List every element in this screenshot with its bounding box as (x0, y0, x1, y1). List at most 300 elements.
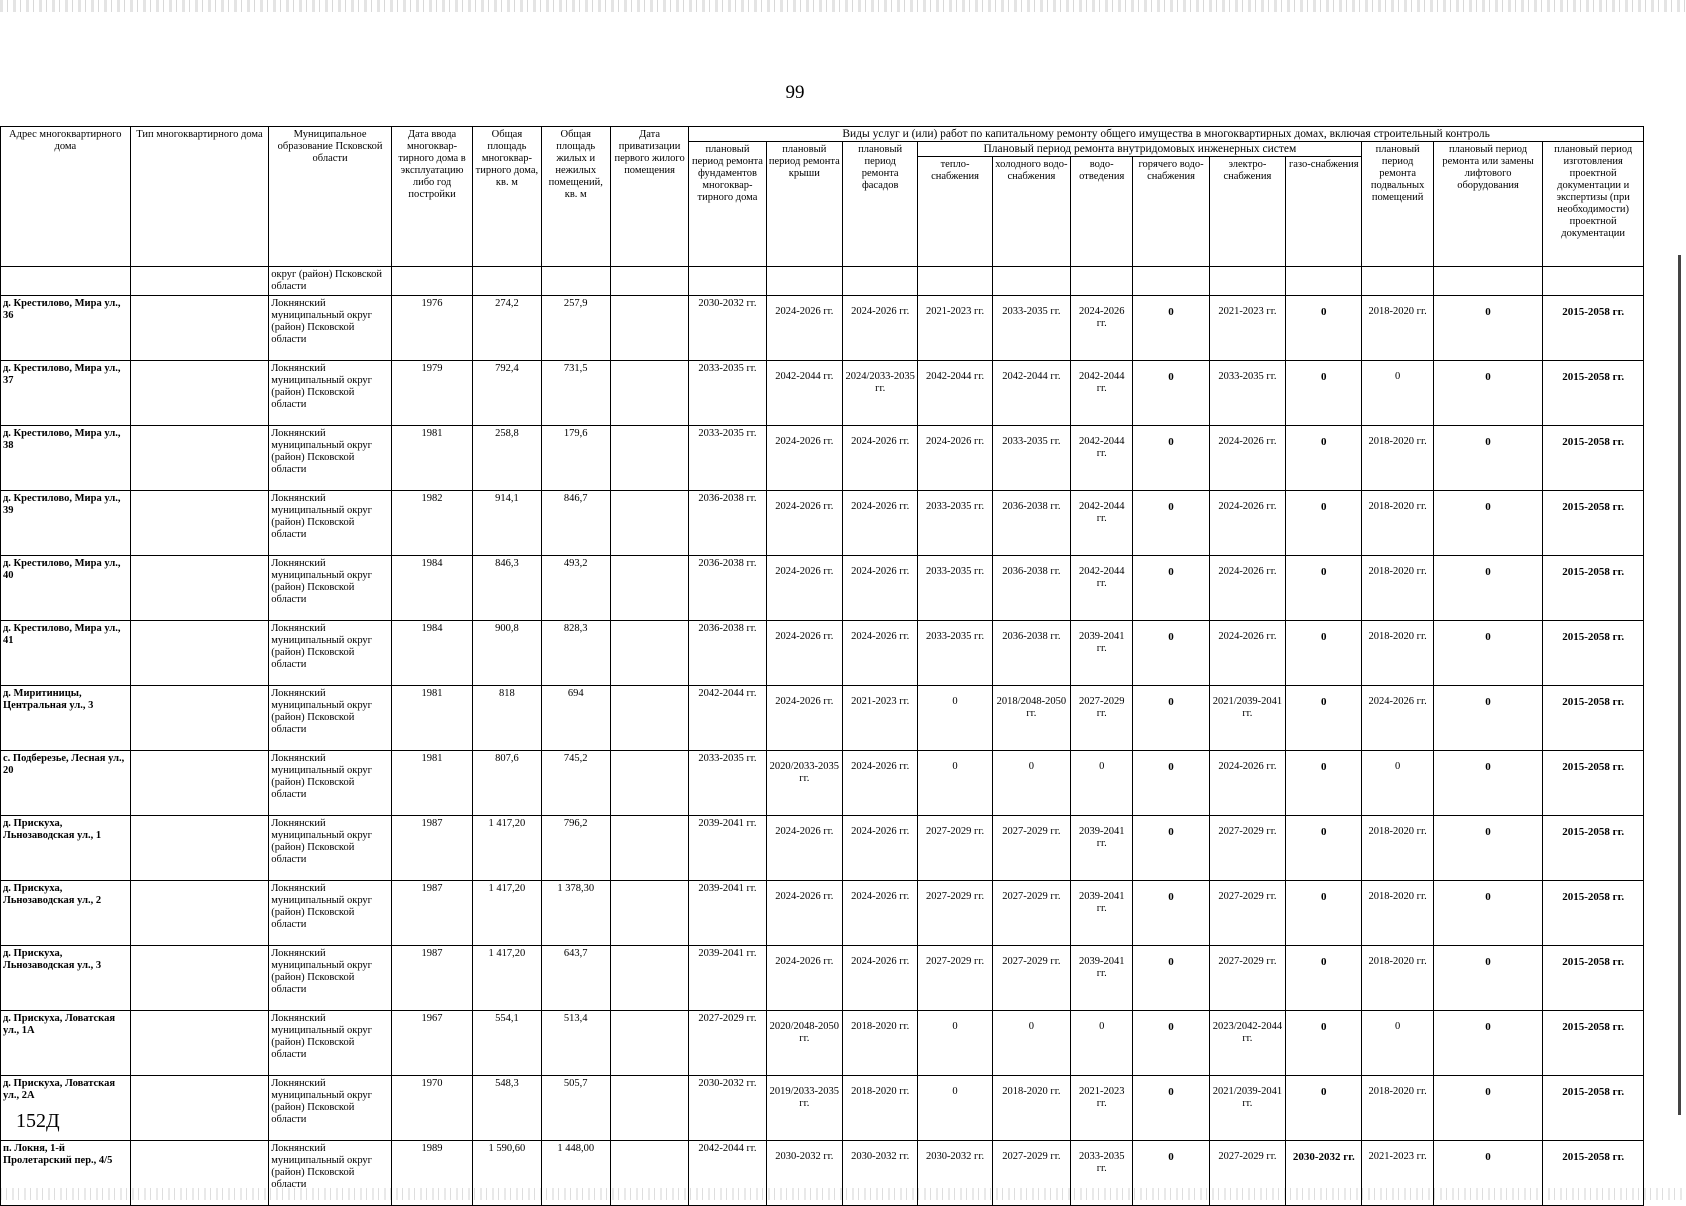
cell-roof: 2024-2026 гг. (766, 686, 842, 751)
cell-roof: 2042-2044 гг. (766, 361, 842, 426)
cell-facade: 2024-2026 гг. (843, 946, 918, 1011)
cell-roof: 2019/2033-2035 гг. (766, 1076, 842, 1141)
carryover-municipality: округ (район) Псковской области (269, 267, 392, 296)
cell-type (130, 1076, 269, 1141)
cell-electricity: 2023/2042-2044 гг. (1209, 1011, 1285, 1076)
cell-address: п. Локня, 1-й Пролетарский пер., 4/5 (1, 1141, 131, 1206)
cell-foundation: 2042-2044 гг. (689, 686, 766, 751)
cell-cold-water: 2027-2029 гг. (992, 1141, 1070, 1206)
cell-type (130, 426, 269, 491)
cell-electricity: 2024-2026 гг. (1209, 556, 1285, 621)
cell-basement: 2018-2020 гг. (1362, 556, 1433, 621)
cell-basement: 2018-2020 гг. (1362, 426, 1433, 491)
header-total-area: Общая площадь многоквар-тирного дома, кв. м (473, 127, 541, 267)
cell-total-area: 1 590,60 (473, 1141, 541, 1206)
cell-type (130, 491, 269, 556)
header-electricity: электро-снабжения (1209, 157, 1285, 267)
cell-total-area: 1 417,20 (473, 816, 541, 881)
table-row (1, 296, 1644, 361)
cell-basement: 2018-2020 гг. (1362, 946, 1433, 1011)
cell-year: 1987 (391, 946, 472, 1011)
table-row (1, 751, 1644, 816)
cell-design-docs: 2015-2058 гг. (1543, 816, 1644, 881)
cell-heating: 2033-2035 гг. (918, 491, 992, 556)
cell-year: 1967 (391, 1011, 472, 1076)
cell-privatization (610, 491, 688, 556)
cell-basement: 0 (1362, 751, 1433, 816)
header-basement: плановый период ремонта подвальных помещений (1362, 142, 1433, 267)
cell-basement: 2018-2020 гг. (1362, 296, 1433, 361)
cell-total-area: 1 417,20 (473, 946, 541, 1011)
cell-residential-area: 643,7 (541, 946, 610, 1011)
cell-heating: 2027-2029 гг. (918, 946, 992, 1011)
cell-year: 1987 (391, 816, 472, 881)
cell-sewerage: 2042-2044 гг. (1071, 556, 1133, 621)
cell-gas: 0 (1286, 686, 1362, 751)
cell-cold-water: 2027-2029 гг. (992, 881, 1070, 946)
cell-municipality: Локнянский муниципальный округ (район) Псковской области (269, 426, 392, 491)
cell-hot-water: 0 (1133, 751, 1209, 816)
cell-heating: 2027-2029 гг. (918, 881, 992, 946)
cell-privatization (610, 361, 688, 426)
cell-facade: 2024-2026 гг. (843, 296, 918, 361)
cell-electricity: 2027-2029 гг. (1209, 946, 1285, 1011)
cell-foundation: 2039-2041 гг. (689, 946, 766, 1011)
document-code: 152Д (16, 1110, 60, 1132)
cell-heating: 0 (918, 751, 992, 816)
cell-elevator: 0 (1433, 1011, 1543, 1076)
cell-year: 1970 (391, 1076, 472, 1141)
cell-gas: 0 (1286, 361, 1362, 426)
cell-design-docs: 2015-2058 гг. (1543, 556, 1644, 621)
cell-address: с. Подберезье, Лесная ул., 20 (1, 751, 131, 816)
cell-elevator: 0 (1433, 556, 1543, 621)
cell-cold-water: 2036-2038 гг. (992, 556, 1070, 621)
cell-gas: 0 (1286, 1011, 1362, 1076)
cell-cold-water: 2018/2048-2050 гг. (992, 686, 1070, 751)
cell-basement: 0 (1362, 1011, 1433, 1076)
cell-gas: 2030-2032 гг. (1286, 1141, 1362, 1206)
cell-sewerage: 2039-2041 гг. (1071, 881, 1133, 946)
cell-hot-water: 0 (1133, 1141, 1209, 1206)
table-row (1, 621, 1644, 686)
cell-hot-water: 0 (1133, 296, 1209, 361)
cell-design-docs: 2015-2058 гг. (1543, 621, 1644, 686)
cell-municipality: Локнянский муниципальный округ (район) Псковской области (269, 1076, 392, 1141)
cell-address: д. Крестилово, Мира ул., 37 (1, 361, 131, 426)
cell-hot-water: 0 (1133, 1011, 1209, 1076)
cell-gas: 0 (1286, 296, 1362, 361)
cell-type (130, 1141, 269, 1206)
cell-foundation: 2027-2029 гг. (689, 1011, 766, 1076)
cell-gas: 0 (1286, 946, 1362, 1011)
cell-gas: 0 (1286, 621, 1362, 686)
cell-design-docs: 2015-2058 гг. (1543, 296, 1644, 361)
cell-type (130, 686, 269, 751)
page-edge-line (1678, 255, 1681, 1115)
cell-address: д. Миритиницы, Центральная ул., 3 (1, 686, 131, 751)
cell-total-area: 274,2 (473, 296, 541, 361)
cell-electricity: 2021-2023 гг. (1209, 296, 1285, 361)
cell-hot-water: 0 (1133, 621, 1209, 686)
cell-design-docs: 2015-2058 гг. (1543, 751, 1644, 816)
cell-municipality: Локнянский муниципальный округ (район) Псковской области (269, 751, 392, 816)
cell-heating: 2042-2044 гг. (918, 361, 992, 426)
cell-roof: 2024-2026 гг. (766, 816, 842, 881)
cell-total-area: 548,3 (473, 1076, 541, 1141)
cell-foundation: 2033-2035 гг. (689, 361, 766, 426)
cell-basement: 2018-2020 гг. (1362, 621, 1433, 686)
cell-cold-water: 2036-2038 гг. (992, 491, 1070, 556)
cell-electricity: 2027-2029 гг. (1209, 881, 1285, 946)
cell-electricity: 2021/2039-2041 гг. (1209, 686, 1285, 751)
cell-facade: 2024-2026 гг. (843, 751, 918, 816)
header-commission-date: Дата ввода многоквар-тирного дома в эксплуатацию либо год постройки (391, 127, 472, 267)
cell-gas: 0 (1286, 1076, 1362, 1141)
cell-elevator: 0 (1433, 1141, 1543, 1206)
cell-heating: 0 (918, 1011, 992, 1076)
cell-cold-water: 2033-2035 гг. (992, 296, 1070, 361)
cell-heating: 0 (918, 1076, 992, 1141)
cell-year: 1981 (391, 751, 472, 816)
cell-facade: 2024-2026 гг. (843, 816, 918, 881)
cell-residential-area: 513,4 (541, 1011, 610, 1076)
cell-heating: 2030-2032 гг. (918, 1141, 992, 1206)
cell-cold-water: 2027-2029 гг. (992, 816, 1070, 881)
cell-year: 1987 (391, 881, 472, 946)
carryover-row (1, 267, 1644, 296)
cell-facade: 2024-2026 гг. (843, 881, 918, 946)
cell-roof: 2024-2026 гг. (766, 491, 842, 556)
cell-facade: 2024/2033-2035 гг. (843, 361, 918, 426)
cell-municipality: Локнянский муниципальный округ (район) Псковской области (269, 621, 392, 686)
cell-privatization (610, 1076, 688, 1141)
header-heating: тепло-снабжения (918, 157, 992, 267)
header-residential-area: Общая площадь жилых и нежилых помещений, кв. м (541, 127, 610, 267)
cell-foundation: 2042-2044 гг. (689, 1141, 766, 1206)
cell-facade: 2030-2032 гг. (843, 1141, 918, 1206)
cell-residential-area: 846,7 (541, 491, 610, 556)
cell-basement: 2024-2026 гг. (1362, 686, 1433, 751)
cell-cold-water: 0 (992, 751, 1070, 816)
cell-type (130, 816, 269, 881)
cell-address: д. Прискуха, Льнозаводская ул., 2 (1, 881, 131, 946)
cell-cold-water: 2018-2020 гг. (992, 1076, 1070, 1141)
cell-address: д. Прискуха, Льнозаводская ул., 1 (1, 816, 131, 881)
header-privatization-date: Дата приватизации первого жилого помещения (610, 127, 688, 267)
cell-hot-water: 0 (1133, 491, 1209, 556)
cell-gas: 0 (1286, 816, 1362, 881)
cell-design-docs: 2015-2058 гг. (1543, 491, 1644, 556)
table-row (1, 946, 1644, 1011)
cell-sewerage: 2042-2044 гг. (1071, 361, 1133, 426)
cell-sewerage: 2021-2023 гг. (1071, 1076, 1133, 1141)
cell-municipality: Локнянский муниципальный округ (район) Псковской области (269, 881, 392, 946)
cell-year: 1981 (391, 686, 472, 751)
cell-sewerage: 0 (1071, 1011, 1133, 1076)
header-municipality: Муниципальное образование Псковской области (269, 127, 392, 267)
table-row (1, 426, 1644, 491)
cell-privatization (610, 816, 688, 881)
cell-residential-area: 828,3 (541, 621, 610, 686)
cell-basement: 2021-2023 гг. (1362, 1141, 1433, 1206)
cell-facade: 2024-2026 гг. (843, 426, 918, 491)
cell-type (130, 621, 269, 686)
cell-foundation: 2033-2035 гг. (689, 751, 766, 816)
header-hot-water: горячего водо-снабжения (1133, 157, 1209, 267)
cell-design-docs: 2015-2058 гг. (1543, 881, 1644, 946)
cell-elevator: 0 (1433, 946, 1543, 1011)
cell-facade: 2024-2026 гг. (843, 556, 918, 621)
cell-design-docs: 2015-2058 гг. (1543, 946, 1644, 1011)
cell-heating: 2021-2023 гг. (918, 296, 992, 361)
cell-type (130, 556, 269, 621)
cell-roof: 2030-2032 гг. (766, 1141, 842, 1206)
cell-roof: 2024-2026 гг. (766, 556, 842, 621)
page-number: 99 (785, 82, 805, 103)
capital-repair-table (0, 126, 1644, 1206)
cell-heating: 2027-2029 гг. (918, 816, 992, 881)
scan-noise-top (0, 0, 1686, 12)
cell-gas: 0 (1286, 426, 1362, 491)
cell-roof: 2020/2033-2035 гг. (766, 751, 842, 816)
header-type: Тип многоквартирного дома (130, 127, 269, 267)
header-design-docs: плановый период изготовления проектной документации и экспертизы (при необходимости) проектной документации (1543, 142, 1644, 267)
cell-heating: 2033-2035 гг. (918, 621, 992, 686)
cell-elevator: 0 (1433, 751, 1543, 816)
cell-sewerage: 2033-2035 гг. (1071, 1141, 1133, 1206)
cell-facade: 2018-2020 гг. (843, 1076, 918, 1141)
header-works-group: Виды услуг и (или) работ по капитальному ремонту общего имущества в многоквартирных домах, включая строительный контроль (689, 127, 1644, 142)
cell-cold-water: 2042-2044 гг. (992, 361, 1070, 426)
cell-gas: 0 (1286, 491, 1362, 556)
cell-design-docs: 2015-2058 гг. (1543, 1141, 1644, 1206)
cell-address: д. Крестилово, Мира ул., 39 (1, 491, 131, 556)
cell-privatization (610, 1011, 688, 1076)
cell-heating: 0 (918, 686, 992, 751)
cell-cold-water: 2036-2038 гг. (992, 621, 1070, 686)
cell-electricity: 2024-2026 гг. (1209, 751, 1285, 816)
cell-foundation: 2030-2032 гг. (689, 296, 766, 361)
cell-residential-area: 731,5 (541, 361, 610, 426)
cell-foundation: 2036-2038 гг. (689, 491, 766, 556)
cell-sewerage: 2027-2029 гг. (1071, 686, 1133, 751)
cell-electricity: 2027-2029 гг. (1209, 1141, 1285, 1206)
cell-sewerage: 2039-2041 гг. (1071, 816, 1133, 881)
cell-privatization (610, 1141, 688, 1206)
cell-type (130, 751, 269, 816)
cell-foundation: 2036-2038 гг. (689, 556, 766, 621)
cell-elevator: 0 (1433, 881, 1543, 946)
cell-total-area: 807,6 (473, 751, 541, 816)
cell-electricity: 2024-2026 гг. (1209, 491, 1285, 556)
cell-design-docs: 2015-2058 гг. (1543, 1076, 1644, 1141)
cell-sewerage: 2039-2041 гг. (1071, 621, 1133, 686)
cell-hot-water: 0 (1133, 946, 1209, 1011)
cell-gas: 0 (1286, 751, 1362, 816)
cell-roof: 2024-2026 гг. (766, 881, 842, 946)
cell-address: д. Крестилово, Мира ул., 38 (1, 426, 131, 491)
cell-electricity: 2021/2039-2041 гг. (1209, 1076, 1285, 1141)
cell-sewerage: 0 (1071, 751, 1133, 816)
cell-municipality: Локнянский муниципальный округ (район) Псковской области (269, 1011, 392, 1076)
header-sewerage: водо-отведения (1071, 157, 1133, 267)
cell-roof: 2024-2026 гг. (766, 426, 842, 491)
table-row (1, 881, 1644, 946)
cell-address: д. Прискуха, Ловатская ул., 1А (1, 1011, 131, 1076)
cell-privatization (610, 946, 688, 1011)
table-row (1, 1141, 1644, 1206)
cell-heating: 2033-2035 гг. (918, 556, 992, 621)
cell-total-area: 1 417,20 (473, 881, 541, 946)
cell-foundation: 2036-2038 гг. (689, 621, 766, 686)
cell-residential-area: 796,2 (541, 816, 610, 881)
cell-design-docs: 2015-2058 гг. (1543, 361, 1644, 426)
cell-roof: 2020/2048-2050 гг. (766, 1011, 842, 1076)
cell-total-area: 914,1 (473, 491, 541, 556)
cell-basement: 0 (1362, 361, 1433, 426)
table-row (1, 491, 1644, 556)
cell-total-area: 846,3 (473, 556, 541, 621)
cell-hot-water: 0 (1133, 426, 1209, 491)
header-facade: плановый период ремонта фасадов (843, 142, 918, 267)
header-cold-water: холодного водо-снабжения (992, 157, 1070, 267)
cell-total-area: 554,1 (473, 1011, 541, 1076)
cell-year: 1989 (391, 1141, 472, 1206)
cell-roof: 2024-2026 гг. (766, 621, 842, 686)
cell-basement: 2018-2020 гг. (1362, 491, 1433, 556)
cell-hot-water: 0 (1133, 816, 1209, 881)
header-foundation: плановый период ремонта фундаментов многоквар-тирного дома (689, 142, 766, 267)
table-row (1, 556, 1644, 621)
cell-municipality: Локнянский муниципальный округ (район) Псковской области (269, 361, 392, 426)
cell-residential-area: 257,9 (541, 296, 610, 361)
cell-privatization (610, 686, 688, 751)
cell-total-area: 792,4 (473, 361, 541, 426)
cell-type (130, 881, 269, 946)
cell-heating: 2024-2026 гг. (918, 426, 992, 491)
cell-residential-area: 1 448,00 (541, 1141, 610, 1206)
cell-total-area: 900,8 (473, 621, 541, 686)
cell-total-area: 258,8 (473, 426, 541, 491)
cell-facade: 2021-2023 гг. (843, 686, 918, 751)
cell-type (130, 296, 269, 361)
cell-type (130, 361, 269, 426)
header-elevator: плановый период ремонта или замены лифтового оборудования (1433, 142, 1543, 267)
cell-municipality: Локнянский муниципальный округ (район) Псковской области (269, 296, 392, 361)
table-row (1, 816, 1644, 881)
cell-elevator: 0 (1433, 686, 1543, 751)
cell-municipality: Локнянский муниципальный округ (район) Псковской области (269, 1141, 392, 1206)
cell-residential-area: 1 378,30 (541, 881, 610, 946)
cell-foundation: 2033-2035 гг. (689, 426, 766, 491)
cell-elevator: 0 (1433, 491, 1543, 556)
cell-privatization (610, 426, 688, 491)
cell-municipality: Локнянский муниципальный округ (район) Псковской области (269, 686, 392, 751)
header-roof: плановый период ремонта крыши (766, 142, 842, 267)
cell-facade: 2018-2020 гг. (843, 1011, 918, 1076)
cell-sewerage: 2039-2041 гг. (1071, 946, 1133, 1011)
cell-privatization (610, 621, 688, 686)
cell-gas: 0 (1286, 556, 1362, 621)
cell-privatization (610, 881, 688, 946)
cell-elevator: 0 (1433, 816, 1543, 881)
cell-municipality: Локнянский муниципальный округ (район) Псковской области (269, 816, 392, 881)
header-address: Адрес многоквартирного дома (1, 127, 131, 267)
cell-roof: 2024-2026 гг. (766, 296, 842, 361)
cell-elevator: 0 (1433, 621, 1543, 686)
cell-facade: 2024-2026 гг. (843, 491, 918, 556)
cell-design-docs: 2015-2058 гг. (1543, 686, 1644, 751)
cell-address: д. Прискуха, Льнозаводская ул., 3 (1, 946, 131, 1011)
cell-electricity: 2033-2035 гг. (1209, 361, 1285, 426)
cell-sewerage: 2024-2026 гг. (1071, 296, 1133, 361)
cell-hot-water: 0 (1133, 1076, 1209, 1141)
cell-type (130, 1011, 269, 1076)
cell-year: 1984 (391, 556, 472, 621)
cell-cold-water: 2027-2029 гг. (992, 946, 1070, 1011)
cell-address: д. Крестилово, Мира ул., 40 (1, 556, 131, 621)
cell-residential-area: 179,6 (541, 426, 610, 491)
cell-basement: 2018-2020 гг. (1362, 816, 1433, 881)
cell-cold-water: 2033-2035 гг. (992, 426, 1070, 491)
cell-facade: 2024-2026 гг. (843, 621, 918, 686)
cell-design-docs: 2015-2058 гг. (1543, 426, 1644, 491)
cell-year: 1981 (391, 426, 472, 491)
cell-electricity: 2024-2026 гг. (1209, 621, 1285, 686)
cell-year: 1982 (391, 491, 472, 556)
cell-year: 1976 (391, 296, 472, 361)
cell-design-docs: 2015-2058 гг. (1543, 1011, 1644, 1076)
cell-privatization (610, 296, 688, 361)
cell-basement: 2018-2020 гг. (1362, 1076, 1433, 1141)
table-row (1, 686, 1644, 751)
cell-hot-water: 0 (1133, 361, 1209, 426)
cell-elevator: 0 (1433, 361, 1543, 426)
cell-gas: 0 (1286, 881, 1362, 946)
cell-hot-water: 0 (1133, 556, 1209, 621)
cell-residential-area: 745,2 (541, 751, 610, 816)
cell-foundation: 2039-2041 гг. (689, 881, 766, 946)
cell-sewerage: 2042-2044 гг. (1071, 426, 1133, 491)
cell-total-area: 818 (473, 686, 541, 751)
cell-year: 1979 (391, 361, 472, 426)
cell-roof: 2024-2026 гг. (766, 946, 842, 1011)
header-gas: газо-снабжения (1286, 157, 1362, 267)
cell-address: д. Прискуха, Ловатская ул., 2А (1, 1076, 131, 1141)
cell-municipality: Локнянский муниципальный округ (район) Псковской области (269, 946, 392, 1011)
cell-residential-area: 493,2 (541, 556, 610, 621)
cell-residential-area: 505,7 (541, 1076, 610, 1141)
cell-address: д. Крестилово, Мира ул., 41 (1, 621, 131, 686)
header-engineering-group: Плановый период ремонта внутридомовых инженерных систем (918, 142, 1362, 157)
cell-elevator: 0 (1433, 1076, 1543, 1141)
cell-privatization (610, 556, 688, 621)
table-row (1, 1076, 1644, 1141)
cell-elevator: 0 (1433, 296, 1543, 361)
cell-basement: 2018-2020 гг. (1362, 881, 1433, 946)
cell-municipality: Локнянский муниципальный округ (район) Псковской области (269, 491, 392, 556)
cell-elevator: 0 (1433, 426, 1543, 491)
cell-foundation: 2039-2041 гг. (689, 816, 766, 881)
table-row (1, 361, 1644, 426)
cell-address: д. Крестилово, Мира ул., 36 (1, 296, 131, 361)
cell-residential-area: 694 (541, 686, 610, 751)
cell-municipality: Локнянский муниципальный округ (район) Псковской области (269, 556, 392, 621)
table-row (1, 1011, 1644, 1076)
cell-type (130, 946, 269, 1011)
cell-cold-water: 0 (992, 1011, 1070, 1076)
